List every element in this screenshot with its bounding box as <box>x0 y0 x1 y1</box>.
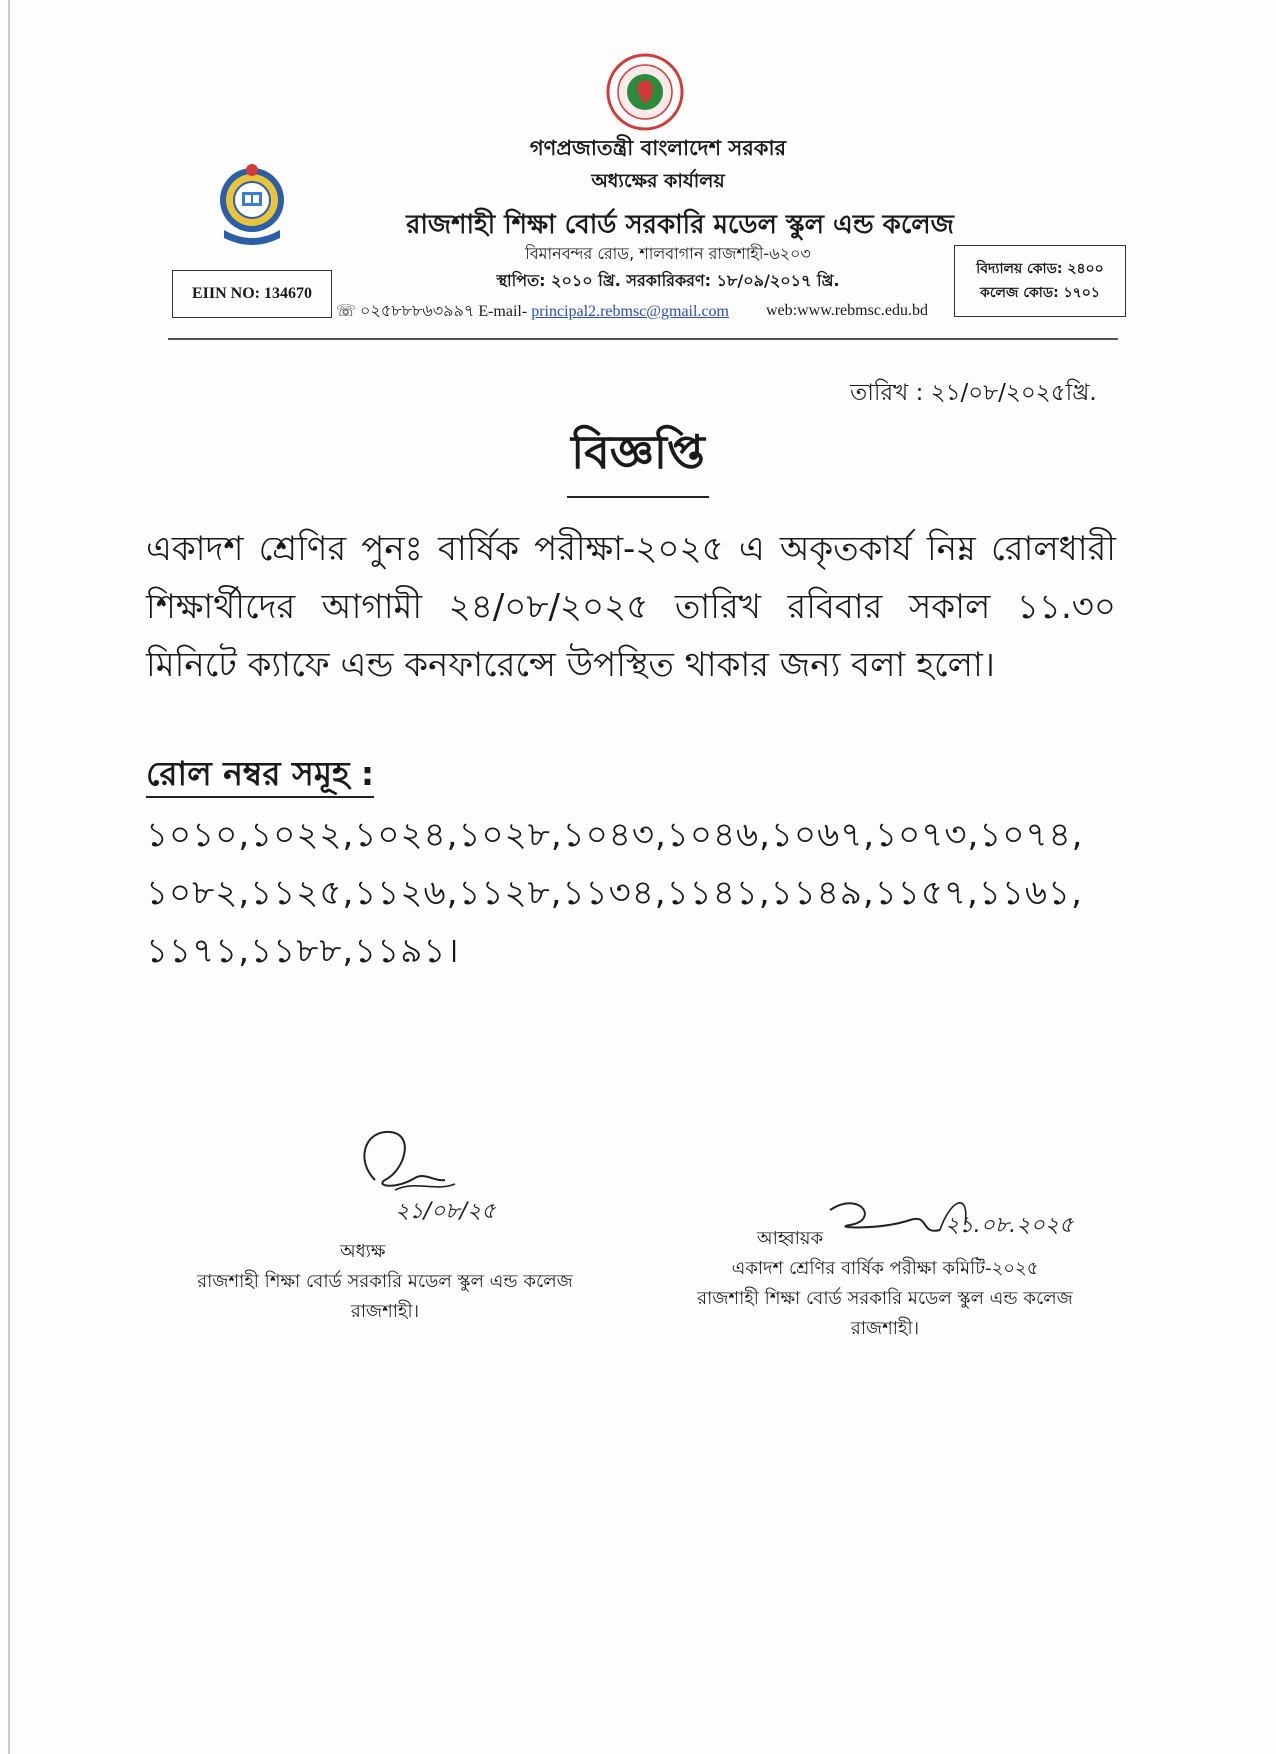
government-name: গণপ্রজাতন্ত্রী বাংলাদেশ সরকার <box>529 136 787 160</box>
phone-icon: ☏ <box>336 303 357 320</box>
principal-handwritten-date: ২১/০৮/২৫ <box>395 1199 496 1224</box>
principal-signature <box>335 1120 535 1230</box>
principal-title: অধ্যক্ষ <box>340 1241 386 1262</box>
notice-date: তারিখ : ২১/০৮/২০২৫খ্রি. <box>850 380 1097 406</box>
roll-number-list: ১০১০,১০২২,১০২৪,১০২৮,১০৪৩,১০৪৬,১০৬৭,১০৭৩,১০৭৪, ১০৮২,১১২৫,১১২৬,১১২৮,১১৩৪,১১৪১,১১৪৯,১১৫৭,১১৬১, ১১৭১,১১৮৮,১১৯১। <box>146 815 1084 971</box>
convener-city: রাজশাহী। <box>850 1318 920 1339</box>
government-seal-icon <box>605 52 685 132</box>
phone-number: ০২৫৮৮৮৬৩৯৯৭ <box>360 303 475 320</box>
notice-title-text: বিজ্ঞপ্তি <box>567 418 709 498</box>
convener-handwritten-date: ২১.০৮.২০২৫ <box>945 1213 1074 1238</box>
school-name: রাজশাহী শিক্ষা বোর্ড সরকারি মডেল স্কুল এন্ড কলেজ <box>406 210 954 240</box>
school-address: বিমানবন্দর রোড, শালবাগান রাজশাহী-৬২০৩ <box>525 244 811 263</box>
notice-title <box>0 418 1276 498</box>
scan-edge <box>8 0 10 1754</box>
convener-title: আহ্বায়ক <box>756 1228 824 1249</box>
convener-signature-block <box>650 1224 1120 1344</box>
school-code: বিদ্যালয় কোড: ২৪০০ <box>976 261 1104 277</box>
notice-body: একাদশ শ্রেণির পুনঃ বার্ষিক পরীক্ষা-২০২৫ এ অকৃতকার্য নিম্ন রোলধারী শিক্ষার্থীদের আগামী ২৪/০৮/২০২৫ তারিখ রবিবার সকাল ১১.৩০ মিনিটে ক্যাফে এন্ড কনফারেন্সে উপস্থিত থাকার জন্য বলা হলো। <box>146 529 1116 685</box>
eiin-number: EIIN NO: 134670 <box>191 285 312 302</box>
office-name: অধ্যক্ষের কার্যালয় <box>591 170 725 192</box>
convener-committee: একাদশ শ্রেণির বার্ষিক পরীক্ষা কমিটি-২০২৫ <box>731 1258 1039 1279</box>
email-label: E-mail- <box>478 303 528 320</box>
college-code: কলেজ কোড: ১৭০১ <box>980 285 1100 301</box>
principal-city: রাজশাহী। <box>350 1301 420 1322</box>
roll-heading: রোল নম্বর সমূহ : <box>146 752 374 798</box>
established-info: স্থাপিত: ২০১০ খ্রি. সরকারিকরণ: ১৮/০৯/২০১৭ খ্রি. <box>496 271 840 290</box>
principal-org: রাজশাহী শিক্ষা বোর্ড সরকারি মডেল স্কুল এন্ড কলেজ <box>197 1271 573 1292</box>
convener-org: রাজশাহী শিক্ষা বোর্ড সরকারি মডেল স্কুল এন্ড কলেজ <box>697 1288 1073 1309</box>
code-box <box>954 245 1126 317</box>
principal-signature-block <box>150 1267 620 1327</box>
contact-row <box>336 298 729 325</box>
eiin-box <box>172 270 332 318</box>
email-link[interactable]: principal2.rebmsc@gmail.com <box>531 303 729 320</box>
header-divider <box>168 338 1118 340</box>
website: web:www.rebmsc.edu.bd <box>766 302 929 319</box>
